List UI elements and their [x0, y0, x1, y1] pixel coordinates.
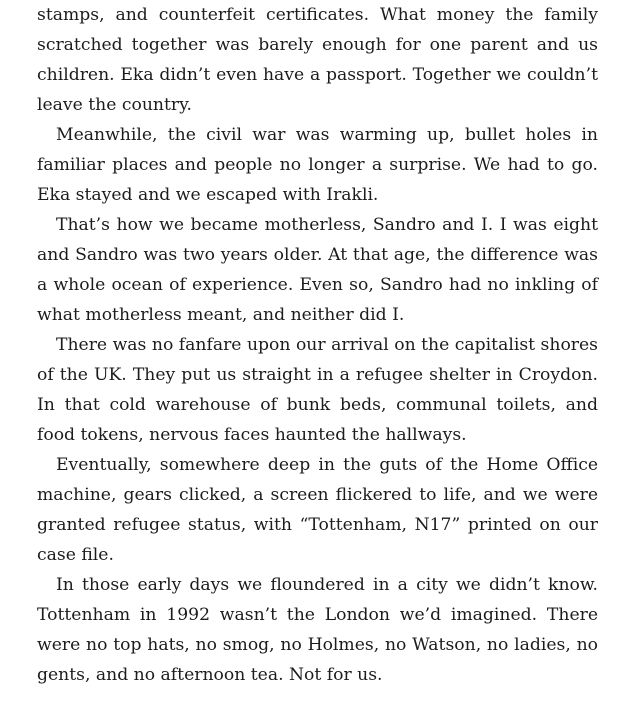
paragraph-1: stamps, and counterfeit certificates. What money the family scratched together was barely enough for one parent and us children. Eka didn’t even have a passport. Together we couldn’t leave the country.	[37, 5, 598, 115]
paragraph-6: In those early days we floundered in a city we didn’t know. Tottenham in 1992 wasn’t the London we’d imagined. There were no top hats, no smog, no Holmes, no Watson, no ladies, no gents, and no afternoon tea. Not for us.	[37, 575, 598, 685]
book-page-text	[37, 0, 598, 690]
paragraph-5: Eventually, somewhere deep in the guts of the Home Office machine, gears clicked, a screen flickered to life, and we were granted refugee status, with “Tottenham, N17” printed on our case file.	[37, 455, 598, 565]
paragraph-2: Meanwhile, the civil war was warming up, bullet holes in familiar places and people no longer a surprise. We had to go. Eka stayed and we escaped with Irakli.	[37, 125, 598, 205]
paragraph-3: That’s how we became motherless, Sandro and I. I was eight and Sandro was two years older. At that age, the difference was a whole ocean of experience. Even so, Sandro had no inkling of what motherless meant, and neither did I.	[37, 215, 598, 325]
paragraph-4: There was no fanfare upon our arrival on the capitalist shores of the UK. They put us straight in a refugee shelter in Croydon. In that cold warehouse of bunk beds, communal toilets, and food tokens, nervous faces haunted the hallways.	[37, 335, 598, 445]
